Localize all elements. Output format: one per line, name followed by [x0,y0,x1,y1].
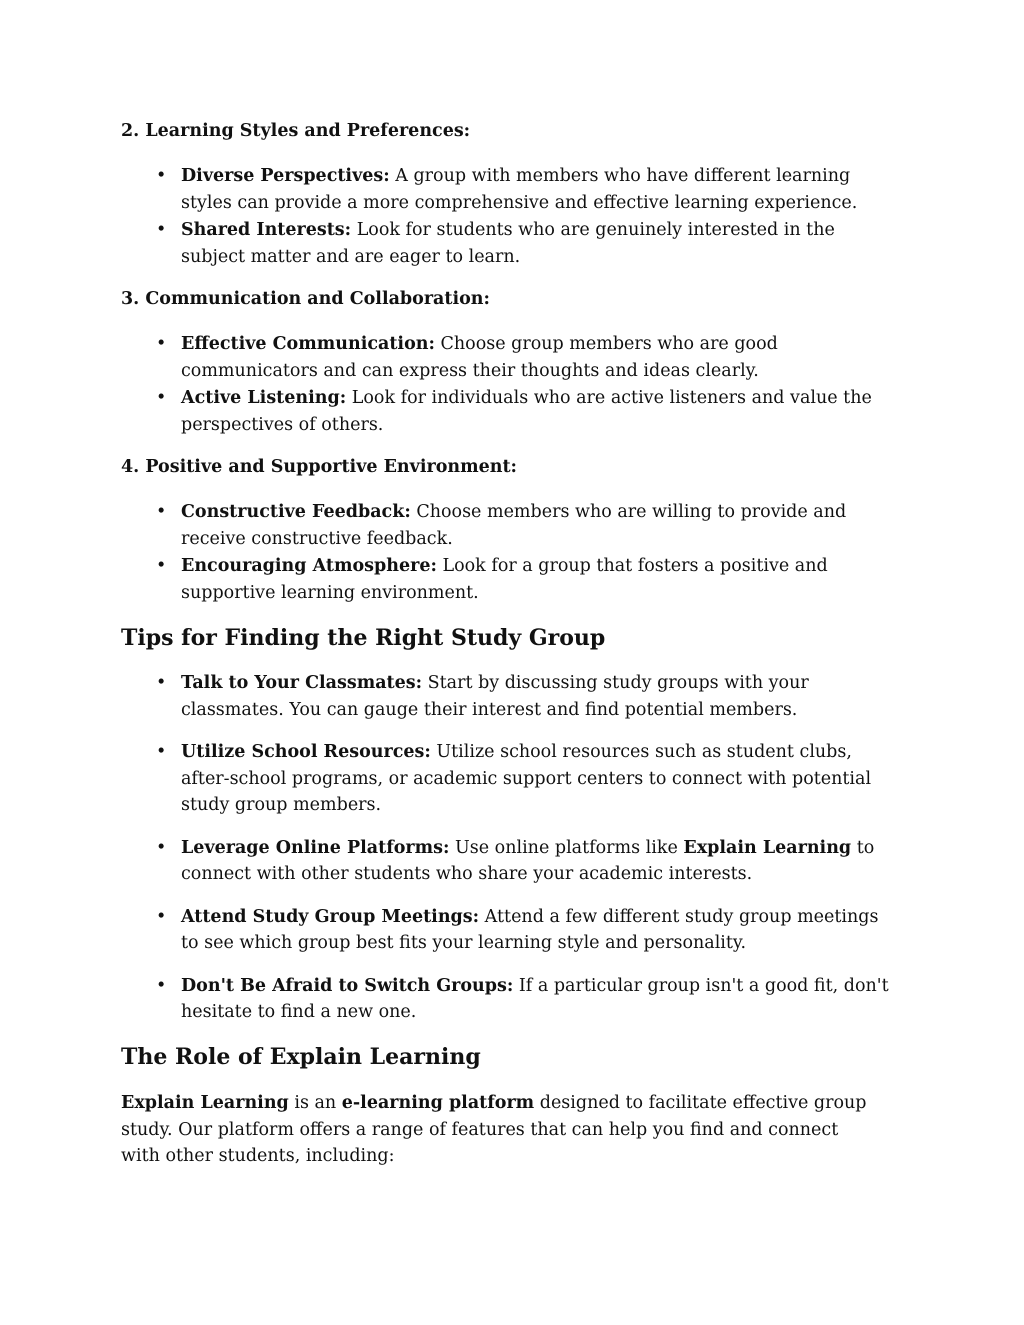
bullet-icon: • [156,220,167,240]
environment-list [0,499,901,606]
list-item [0,739,901,819]
item-label: Encouraging Atmosphere: [181,556,437,576]
item-text: Choose group members who are good communicators and can express their thoughts and ideas clearly. [181,334,778,381]
bullet-icon: • [156,673,167,693]
item-label: Diverse Perspectives: [181,166,390,186]
role-heading: The Role of Explain Learning [121,1044,481,1070]
list-item [0,499,901,552]
bullet-icon: • [156,334,167,354]
list-item [0,973,901,1026]
list-item [0,331,901,384]
section-heading-learning-styles: 2. Learning Styles and Preferences: [121,121,471,141]
item-text: If a particular group isn't a good fit, don't hesitate to find a new one. [181,975,889,1022]
section-heading-environment: 4. Positive and Supportive Environment: [121,457,518,477]
list-item [0,217,901,270]
item-label: Effective Communication: [181,334,435,354]
item-text: to connect with other students who share your academic interests. [181,837,875,884]
bullet-icon: • [156,975,167,996]
explain-learning-mention: Explain Learning [683,837,852,858]
item-text: Look for a group that fosters a positive and supportive learning environment. [181,556,828,603]
bullet-icon: • [156,166,167,186]
bullet-icon: • [156,906,167,927]
section-heading-communication: 3. Communication and Collaboration: [121,289,490,309]
list-item [0,553,901,606]
item-label: Talk to Your Classmates: [181,673,423,693]
item-label: Don't Be Afraid to Switch Groups: [181,975,514,996]
item-label: Leverage Online Platforms: [181,837,450,858]
learning-styles-list [0,163,901,270]
item-label: Shared Interests: [181,220,352,240]
list-item [0,904,901,957]
item-text: Look for students who are genuinely interested in the subject matter and are eager to learn. [181,220,835,267]
item-label: Active Listening: [181,388,347,408]
communication-list [0,331,901,438]
item-text: A group with members who have different learning styles can provide a more comprehensive and effective learning experience. [181,166,858,213]
item-text: Start by discussing study groups with your classmates. You can gauge their interest and find potential members. [181,673,809,720]
bullet-icon: • [156,742,167,762]
paragraph-text: designed to facilitate effective group study. Our platform offers a range of features that can help you find and connect with other students, including: [121,1093,867,1166]
item-text: Attend a few different study group meetings to see which group best fits your learning style and personality. [181,906,879,953]
list-item [0,385,901,438]
bullet-icon: • [156,837,167,858]
paragraph-text: is an [288,1093,342,1113]
list-item [0,163,901,216]
item-label: Constructive Feedback: [181,502,411,522]
item-text: Choose members who are willing to provide and receive constructive feedback. [181,502,847,549]
item-text: Look for individuals who are active listeners and value the perspectives of others. [181,388,872,435]
bullet-icon: • [156,502,167,522]
item-text: Use online platforms like [449,837,684,858]
bullet-icon: • [156,388,167,408]
tips-list [0,670,901,1026]
bullet-icon: • [156,556,167,576]
item-label: Attend Study Group Meetings: [181,906,480,927]
item-text: Utilize school resources such as student clubs, after-school programs, or academic support centers to connect with potential study group members. [181,742,872,815]
role-paragraph [121,1090,881,1170]
item-label: Utilize School Resources: [181,742,431,762]
list-item [0,670,901,723]
list-item [0,835,901,888]
brand-name: Explain Learning [121,1093,289,1113]
tips-heading: Tips for Finding the Right Study Group [121,625,606,651]
platform-emphasis: e-learning platform [341,1093,535,1113]
